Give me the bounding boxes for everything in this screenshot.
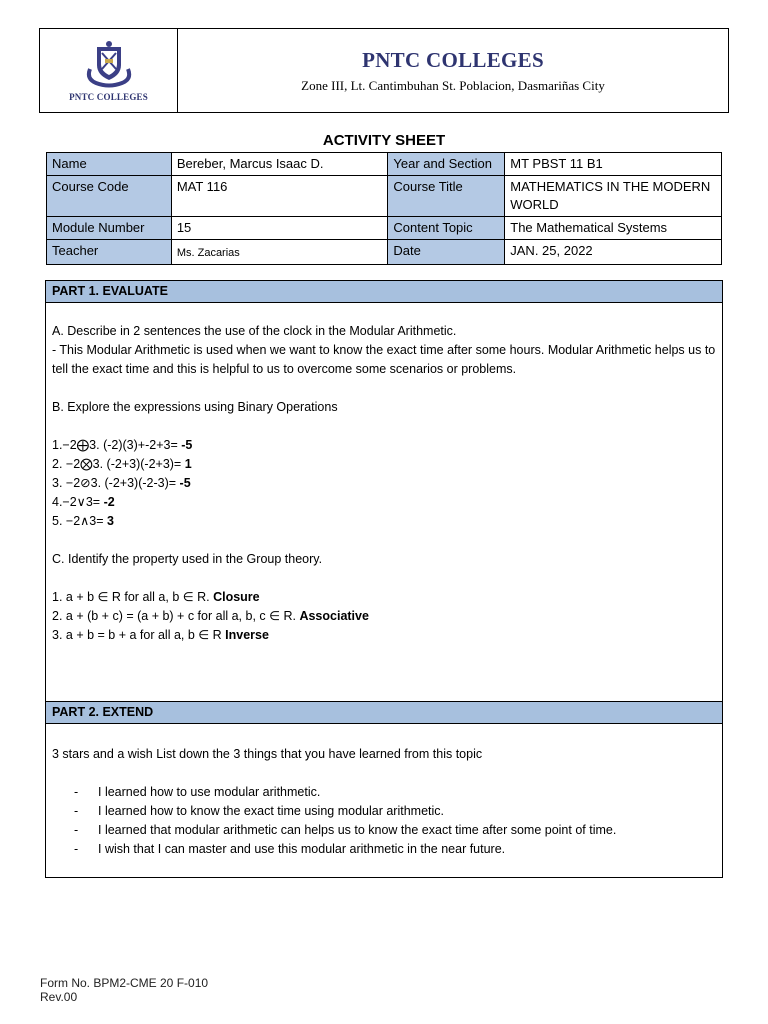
module-number-value: 15 [171, 217, 388, 240]
question-a: A. Describe in 2 sentences the use of the clock in the Modular Arithmetic. [52, 324, 457, 338]
part1-section [45, 280, 723, 702]
part2-section [45, 701, 723, 878]
group-property-item: 2. a + (b + c) = (a + b) + c for all a, b, c ∈ R. Associative [52, 609, 369, 623]
year-section-label: Year and Section [388, 153, 505, 176]
group-property-item: 1. a + b ∈ R for all a, b ∈ R. Closure [52, 590, 260, 604]
date-value: JAN. 25, 2022 [505, 240, 722, 265]
teacher-value: Ms. Zacarias [171, 240, 388, 265]
binary-op-item: 5. −2∧3= 3 [52, 514, 114, 528]
binary-op-item: 2. −2⨂3. (-2+3)(-2+3)= 1 [52, 457, 192, 471]
revision: Rev.00 [40, 990, 78, 1004]
list-item: - I learned that modular arithmetic can helps us to know the exact time after some point of time. [74, 823, 617, 837]
course-title-label: Course Title [388, 176, 505, 217]
logo-text: PNTC COLLEGES [69, 92, 148, 102]
letterhead [39, 28, 729, 113]
content-topic-label: Content Topic [388, 217, 505, 240]
course-title-value: MATHEMATICS IN THE MODERN WORLD [505, 176, 722, 217]
year-section-value: MT PBST 11 B1 [505, 153, 722, 176]
group-property-item: 3. a + b = b + a for all a, b ∈ R Inverse [52, 628, 269, 642]
name-value: Bereber, Marcus Isaac D. [171, 153, 388, 176]
course-code-label: Course Code [47, 176, 172, 217]
name-label: Name [47, 153, 172, 176]
course-code-value: MAT 116 [171, 176, 388, 217]
form-number: Form No. BPM2-CME 20 F-010 [40, 976, 209, 990]
table-row [47, 176, 722, 217]
question-b: B. Explore the expressions using Binary Operations [52, 400, 338, 414]
table-row [47, 240, 722, 265]
school-name: PNTC COLLEGES [362, 47, 544, 72]
learnings-list [74, 783, 716, 859]
binary-op-answer: 3 [107, 514, 114, 528]
binary-op-answer: -5 [181, 438, 193, 452]
school-address: Zone III, Lt. Cantimbuhan St. Poblacion, Dasmariñas City [301, 77, 605, 93]
binary-op-answer: -5 [179, 476, 191, 490]
part1-title: PART 1. EVALUATE [46, 281, 722, 303]
part1-body [46, 303, 722, 645]
school-info [178, 29, 728, 112]
binary-op-answer: -2 [103, 495, 115, 509]
group-property-answer: Associative [299, 609, 369, 623]
binary-op-item: 4.−2∨3= -2 [52, 495, 115, 509]
list-item: - I learned how to use modular arithmetic. [74, 785, 321, 799]
school-crest-icon [82, 39, 136, 89]
form-footer [40, 976, 208, 1004]
part2-prompt: 3 stars and a wish List down the 3 things that you have learned from this topic [52, 747, 483, 761]
student-info-table [46, 152, 722, 265]
date-label: Date [388, 240, 505, 265]
table-row [47, 217, 722, 240]
table-row [47, 153, 722, 176]
binary-op-item: 1.−2⨁3. (-2)(3)+-2+3= -5 [52, 438, 193, 452]
part2-title: PART 2. EXTEND [46, 702, 722, 724]
list-item: - I wish that I can master and use this modular arithmetic in the near future. [74, 842, 506, 856]
teacher-label: Teacher [47, 240, 172, 265]
module-number-label: Module Number [47, 217, 172, 240]
binary-op-item: 3. −2⊘3. (-2+3)(-2-3)= -5 [52, 476, 191, 490]
question-c: C. Identify the property used in the Group theory. [52, 552, 323, 566]
binary-op-answer: 1 [184, 457, 192, 471]
answer-a: - This Modular Arithmetic is used when we want to know the exact time after some hours. Modular Arithmetic helps us to tell the exact time and this is helpful to us to overcome some scenarios or problems. [52, 343, 716, 376]
group-property-answer: Closure [213, 590, 260, 604]
sheet-title: ACTIVITY SHEET [322, 132, 446, 149]
list-item: - I learned how to know the exact time using modular arithmetic. [74, 804, 445, 818]
group-property-answer: Inverse [225, 628, 269, 642]
part2-body [46, 724, 722, 859]
logo-cell [40, 29, 178, 112]
content-topic-value: The Mathematical Systems [505, 217, 722, 240]
